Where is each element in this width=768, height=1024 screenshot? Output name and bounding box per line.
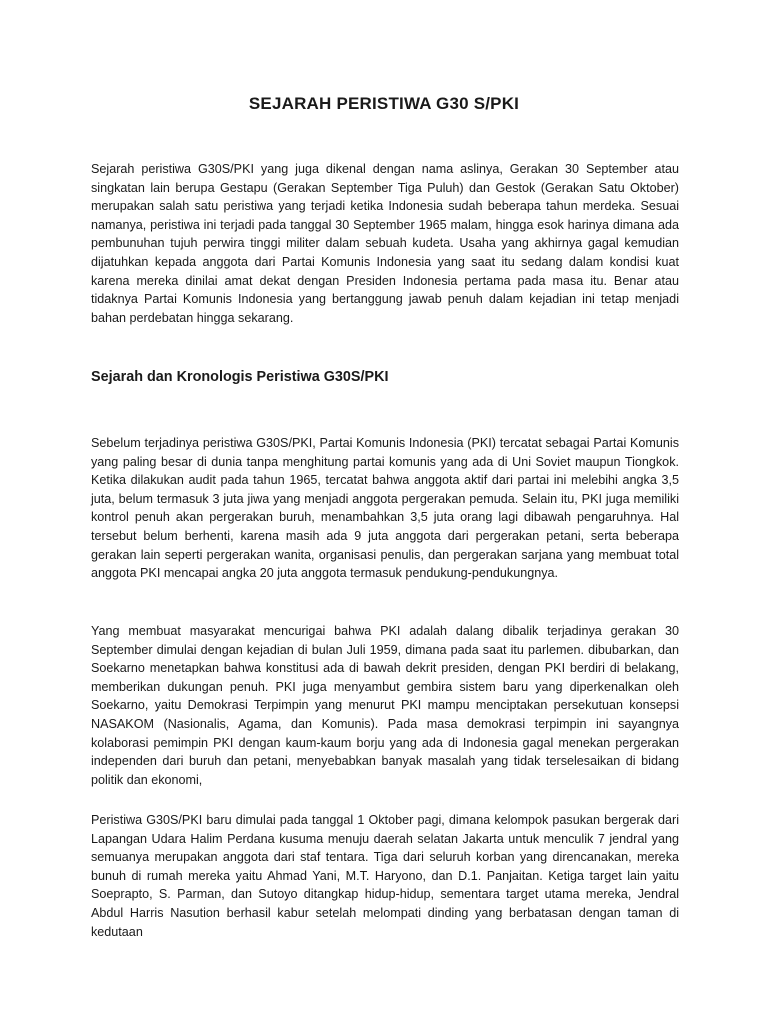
body-paragraph: Sebelum terjadinya peristiwa G30S/PKI, Partai Komunis Indonesia (PKI) tercatat sebagai Partai Komunis yang paling besar di dunia tanpa menghitung partai komunis yang ada di Uni Soviet maupun Tiongkok. Ketika dilakukan audit pada tahun 1965, tercatat bahwa anggota aktif dari partai ini melebihi angka 3,5 juta, belum termasuk 3 juta jiwa yang menjadi anggota pergerakan pemuda. Selain itu, PKI juga memiliki kontrol penuh akan pergerakan buruh, menambahkan 3,5 juta orang lagi dibawah pengaruhnya. Hal tersebut belum berhenti, karena masih ada 9 juta anggota dari pergerakan petani, serta beberapa gerakan lain seperti pergerakan wanita, organisasi penulis, dan pergerakan sarjana yang membuat total anggota PKI mencapai angka 20 juta anggota termasuk pendukung-pendukungnya.: [91, 436, 679, 581]
document-title: SEJARAH PERISTIWA G30 S/PKI: [248, 94, 520, 113]
body-paragraph: Peristiwa G30S/PKI baru dimulai pada tanggal 1 Oktober pagi, dimana kelompok pasukan bergerak dari Lapangan Udara Halim Perdana kusuma menuju daerah selatan Jakarta untuk menculik 7 jendral yang semuanya merupakan anggota dari staf tentara. Tiga dari seluruh korban yang direncanakan, mereka bunuh di rumah mereka yaitu Ahmad Yani, M.T. Haryono, dan D.1. Panjaitan. Ketiga target lain yaitu Soeprapto, S. Parman, dan Sutoyo ditangkap hidup-hidup, sementara target utama mereka, Jendral Abdul Harris Nasution berhasil kabur setelah melompati dinding yang berbatasan dengan taman di kedutaan: [91, 813, 679, 939]
body-paragraph: Yang membuat masyarakat mencurigai bahwa PKI adalah dalang dibalik terjadinya gerakan 30 September dimulai dengan kejadian di bulan Juli 1959, dimana pada saat itu parlemen. dibubarkan, dan Soekarno menetapkan bahwa konstitusi ada di bawah dekrit presiden, dengan PKI berdiri di belakang, memberikan dukungan penuh. PKI juga menyambut gembira sistem baru yang diperkenalkan oleh Soekarno, yaitu Demokrasi Terpimpin yang menurut PKI mampu menciptakan persekutuan konsepsi NASAKOM (Nasionalis, Agama, dan Komunis). Pada masa demokrasi terpimpin ini sayangnya kolaborasi pemimpin PKI dengan kaum-kaum borju yang ada di Indonesia gagal menekan pergerakan independen dari buruh dan petani, menyebabkan banyak masalah yang tidak terselesaikan di bidang politik dan ekonomi,: [91, 624, 679, 787]
intro-paragraph: Sejarah peristiwa G30S/PKI yang juga dikenal dengan nama aslinya, Gerakan 30 September atau singkatan lain berupa Gestapu (Gerakan September Tiga Puluh) dan Gestok (Gerakan Satu Oktober) merupakan salah satu peristiwa yang terjadi ketika Indonesia sudah beberapa tahun merdeka. Sesuai namanya, peristiwa ini terjadi pada tanggal 30 September 1965 malam, hingga esok harinya dimana ada pembunuhan tujuh perwira tinggi militer dalam sebuah kudeta. Usaha yang akhirnya gagal kemudian dijatuhkan kepada anggota dari Partai Komunis Indonesia yang saat itu sedang dalam kondisi kuat karena mereka dinilai amat dekat dengan Presiden Indonesia pertama pada masa itu. Benar atau tidaknya Partai Komunis Indonesia yang bertanggung jawab penuh dalam kejadian ini tetap menjadi bahan perdebatan hingga sekarang.: [91, 162, 679, 325]
section-heading: Sejarah dan Kronologis Peristiwa G30S/PKI: [91, 369, 389, 385]
